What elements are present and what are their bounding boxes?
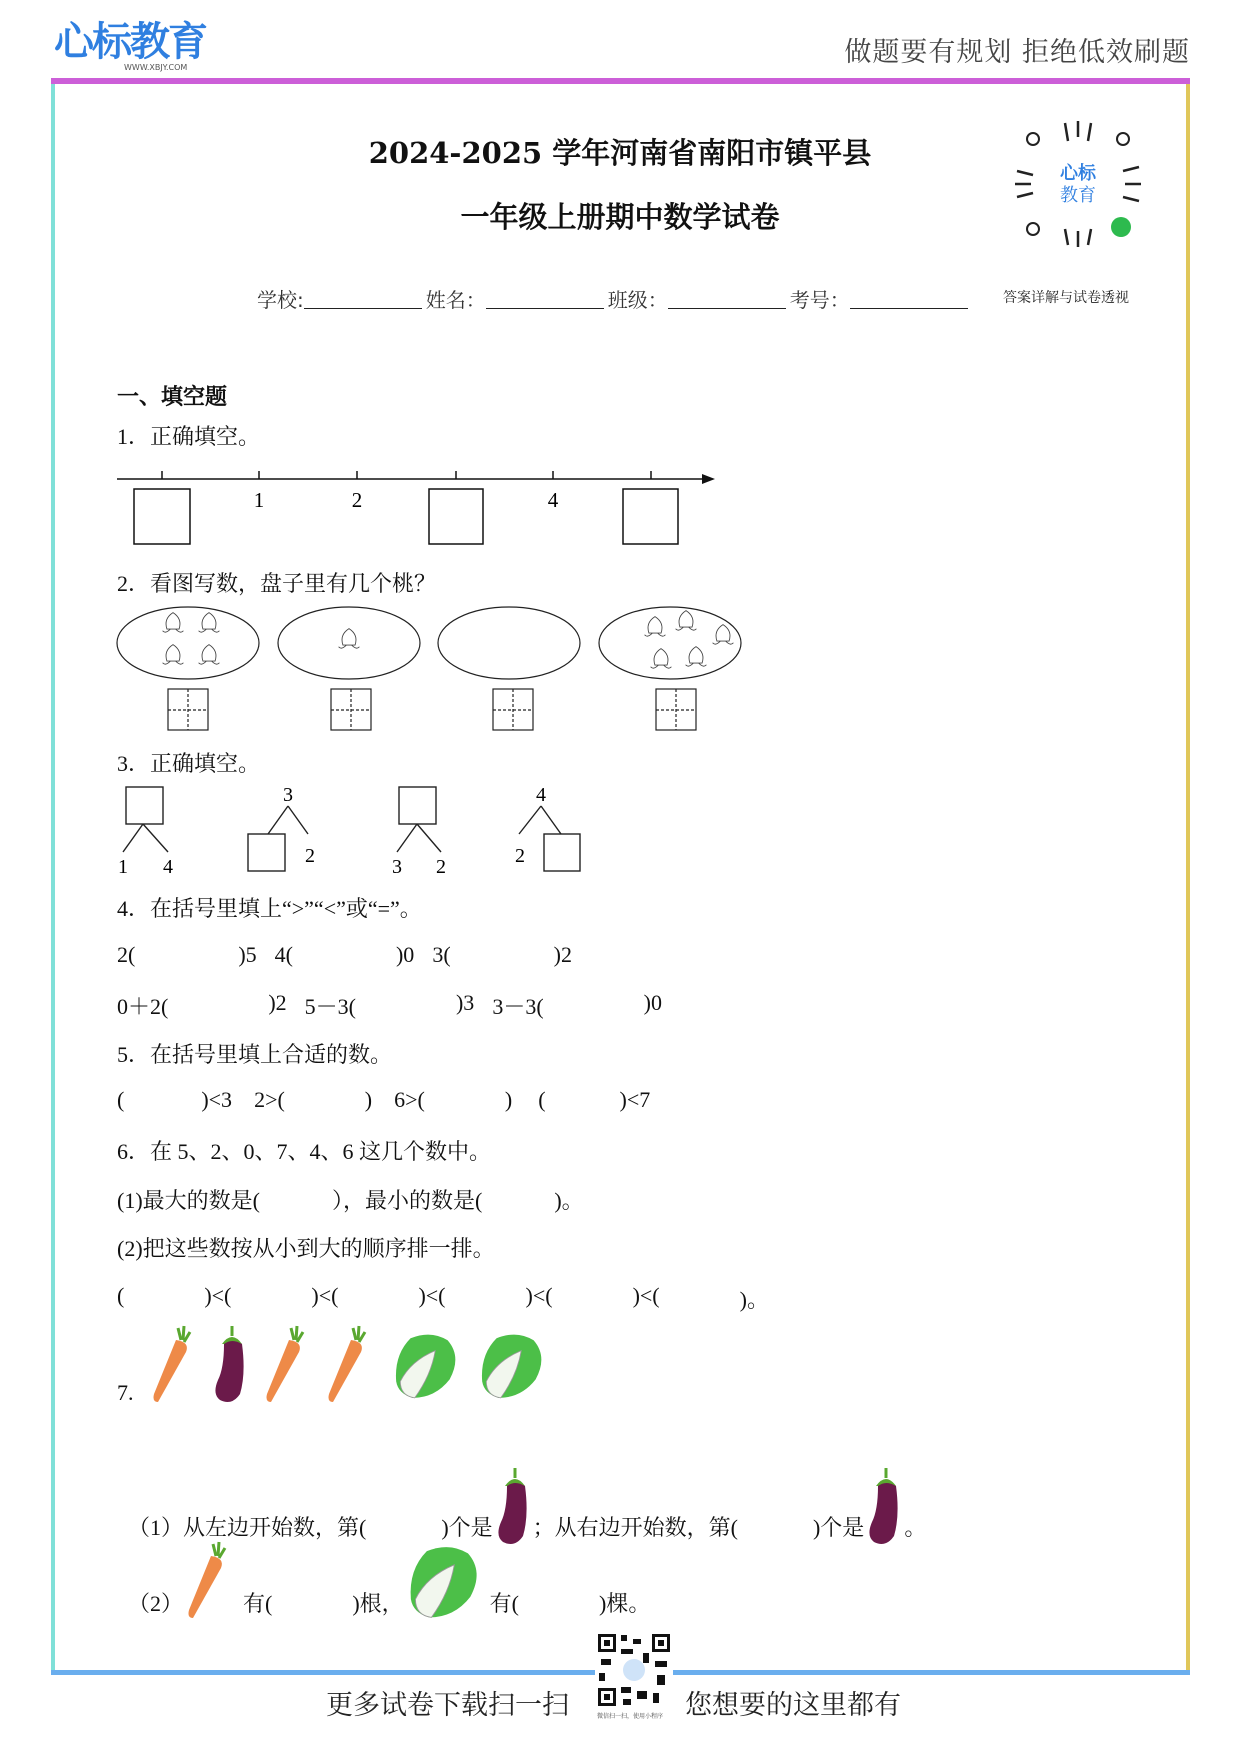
question-6-part-2: (2)把这些数按从小到大的顺序排一排。 (117, 1236, 495, 1261)
text: )<( (632, 1283, 660, 1308)
text: )<( (525, 1283, 553, 1308)
text: )。 (739, 1287, 769, 1312)
answer-blank[interactable] (660, 1283, 740, 1314)
tick-label: 4 (547, 488, 559, 512)
bond-number: 2 (305, 845, 315, 867)
carrot-icon (267, 1326, 304, 1402)
answer-blank[interactable] (544, 990, 644, 1021)
peach-icon (676, 611, 697, 631)
peach-icon (163, 645, 184, 665)
expr-close: )<3 (201, 1087, 233, 1112)
bond-number: 4 (536, 784, 546, 806)
peach-icon (339, 629, 360, 649)
fill-number-row (117, 1087, 650, 1113)
question-7-part-2 (128, 1540, 650, 1618)
cabbage-icon (482, 1335, 541, 1398)
expr-close: )0 (643, 990, 662, 1015)
expr-open: 6>( (394, 1087, 425, 1112)
name-label: 姓名： (425, 288, 486, 312)
mini-program-qr-code[interactable] (1011, 117, 1145, 251)
question-1: 1．正确填空。 (117, 424, 261, 449)
expr-open: 5－3( (304, 994, 356, 1019)
answer-blank[interactable] (285, 1087, 365, 1113)
eggplant-icon (493, 1466, 533, 1546)
right-border (1186, 84, 1190, 1672)
answer-box[interactable] (134, 489, 190, 544)
download-qr-code[interactable] (595, 1631, 673, 1709)
text: )<( (311, 1283, 339, 1308)
tick-label: 2 (351, 488, 363, 512)
text: （2） (128, 1591, 184, 1616)
logo-url: WWW.XBJY.COM (124, 63, 188, 72)
expr-close: )<7 (619, 1087, 651, 1112)
compare-row-2 (117, 990, 662, 1021)
exam-number-label: 考号： (789, 288, 850, 312)
writing-box[interactable] (493, 689, 533, 730)
ordering-row (117, 1283, 769, 1314)
vegetable-row (148, 1322, 568, 1406)
answer-blank[interactable] (260, 1184, 332, 1215)
text: ），最小的数是( (331, 1188, 483, 1213)
cabbage-icon (396, 1335, 455, 1398)
bond-number: 2 (436, 856, 446, 878)
question-2: 2．看图写数，盘子里有几个桃？ (117, 571, 437, 596)
text: （1）从左边开始数，第( (128, 1515, 367, 1540)
expr-open: 2>( (254, 1087, 285, 1112)
answer-box[interactable] (248, 834, 285, 871)
exam-subtitle: 一年级上册期中数学试卷 (460, 200, 780, 234)
writing-box[interactable] (168, 689, 208, 730)
answer-blank[interactable] (446, 1283, 526, 1314)
expr-close: )0 (395, 942, 415, 967)
answer-blank[interactable] (124, 1087, 201, 1113)
peach-icon (651, 649, 672, 669)
bond-number: 3 (283, 784, 293, 806)
number-bond-diagrams (0, 780, 700, 880)
carrot-icon (329, 1326, 366, 1402)
writing-box[interactable] (656, 689, 696, 730)
question-3: 3．正确填空。 (117, 751, 261, 776)
student-info-line (257, 284, 972, 313)
expr-close: )5 (238, 942, 257, 967)
exam-title: 2024-2025 学年河南省南阳市镇平县 (368, 136, 872, 170)
question-7-number: 7. (117, 1380, 134, 1405)
bond-number: 2 (515, 845, 525, 867)
answer-box[interactable] (429, 489, 483, 544)
qr-caption: 微信扫一扫，使用小程序 (597, 1713, 664, 1720)
answer-blank[interactable] (124, 1283, 204, 1314)
answer-blank[interactable] (546, 1087, 620, 1113)
expr-open: ( (538, 1087, 546, 1112)
answer-blank[interactable] (356, 990, 456, 1021)
exam-number-field[interactable] (850, 284, 968, 309)
header-slogan: 做题要有规划 拒绝低效刷题 (844, 37, 1190, 68)
carrot-icon (154, 1326, 191, 1402)
answer-blank[interactable] (231, 1283, 311, 1314)
school-field[interactable] (304, 284, 422, 309)
peach-plates (110, 600, 760, 735)
expr-open: 4( (274, 942, 293, 967)
answer-analysis-link[interactable]: 答案详解与试卷透视 (1003, 290, 1129, 306)
expr-close: )2 (268, 990, 287, 1015)
text: ；从右边开始数，第( (532, 1515, 738, 1540)
answer-blank[interactable] (482, 1184, 554, 1215)
qr-logo-text: 心标 (1060, 163, 1096, 184)
bond-number: 4 (163, 856, 173, 878)
text: )。 (554, 1188, 584, 1213)
bond-number: 3 (392, 856, 402, 878)
class-label: 班级： (607, 288, 668, 312)
question-6: 6．在 5、2、0、7、4、6 这几个数中。 (117, 1139, 492, 1164)
school-label: 学校: (257, 288, 304, 312)
text: 。 (904, 1515, 927, 1540)
expr-close: ) (504, 1087, 513, 1112)
question-6-part-1 (117, 1184, 584, 1215)
answer-box[interactable] (399, 787, 436, 824)
compare-row-1 (117, 942, 572, 968)
text: )<( (204, 1283, 232, 1308)
text: )<( (418, 1283, 446, 1308)
top-border (51, 78, 1190, 84)
number-line (110, 465, 730, 555)
text: 有( (489, 1591, 519, 1616)
answer-blank[interactable] (135, 942, 238, 968)
plate-3 (438, 607, 580, 679)
eggplant-icon (864, 1466, 904, 1546)
expr-open: 3－3( (492, 994, 544, 1019)
cabbage-icon (404, 1542, 484, 1622)
tick-label: 1 (253, 488, 265, 512)
answer-blank[interactable] (553, 1283, 633, 1314)
text: )根， (352, 1591, 404, 1616)
answer-blank[interactable] (451, 942, 554, 968)
answer-blank[interactable] (293, 942, 396, 968)
brand-logo: 心标教育 (54, 19, 206, 65)
expr-open: ( (117, 1087, 125, 1112)
footer-right-text: 您想要的这里都有 (685, 1690, 901, 1721)
class-field[interactable] (668, 284, 786, 309)
text: (1)最大的数是( (117, 1188, 260, 1213)
expr-close: )2 (553, 942, 572, 967)
name-field[interactable] (486, 284, 604, 309)
question-7-part-1 (128, 1466, 926, 1542)
peach-icon (199, 645, 220, 665)
svg-text:教育: 教育 (1060, 185, 1096, 206)
text: 有( (243, 1591, 273, 1616)
text: )个是 (441, 1515, 493, 1540)
question-5: 5．在括号里填上合适的数。 (117, 1042, 393, 1067)
peach-icon (645, 617, 666, 637)
expr-close: )3 (455, 990, 475, 1015)
peach-icon (713, 625, 734, 645)
answer-box[interactable] (126, 787, 163, 824)
eggplant-icon (215, 1326, 243, 1402)
carrot-icon (183, 1540, 233, 1620)
text: )个是 (812, 1515, 865, 1540)
answer-blank[interactable] (338, 1283, 418, 1314)
text: ( (117, 1283, 125, 1308)
plate-2 (278, 607, 420, 679)
expr-close: ) (364, 1087, 373, 1112)
question-4: 4．在括号里填上“>”“<”或“=”。 (117, 896, 422, 921)
peach-icon (686, 647, 707, 667)
bond-number: 1 (118, 856, 128, 878)
expr-open: 3( (432, 942, 451, 967)
plate-1 (117, 607, 259, 679)
writing-box[interactable] (331, 689, 371, 730)
answer-box[interactable] (544, 834, 580, 871)
answer-box[interactable] (623, 489, 678, 544)
expr-open: 0＋2( (117, 994, 169, 1019)
peach-icon (163, 613, 184, 633)
text: )棵。 (599, 1591, 651, 1616)
expr-open: 2( (117, 942, 136, 967)
peach-icon (199, 613, 220, 633)
section-heading: 一、填空题 (117, 384, 228, 410)
footer-left-text: 更多试卷下载扫一扫 (326, 1690, 569, 1721)
answer-blank[interactable] (425, 1087, 505, 1113)
answer-blank[interactable] (168, 990, 268, 1021)
